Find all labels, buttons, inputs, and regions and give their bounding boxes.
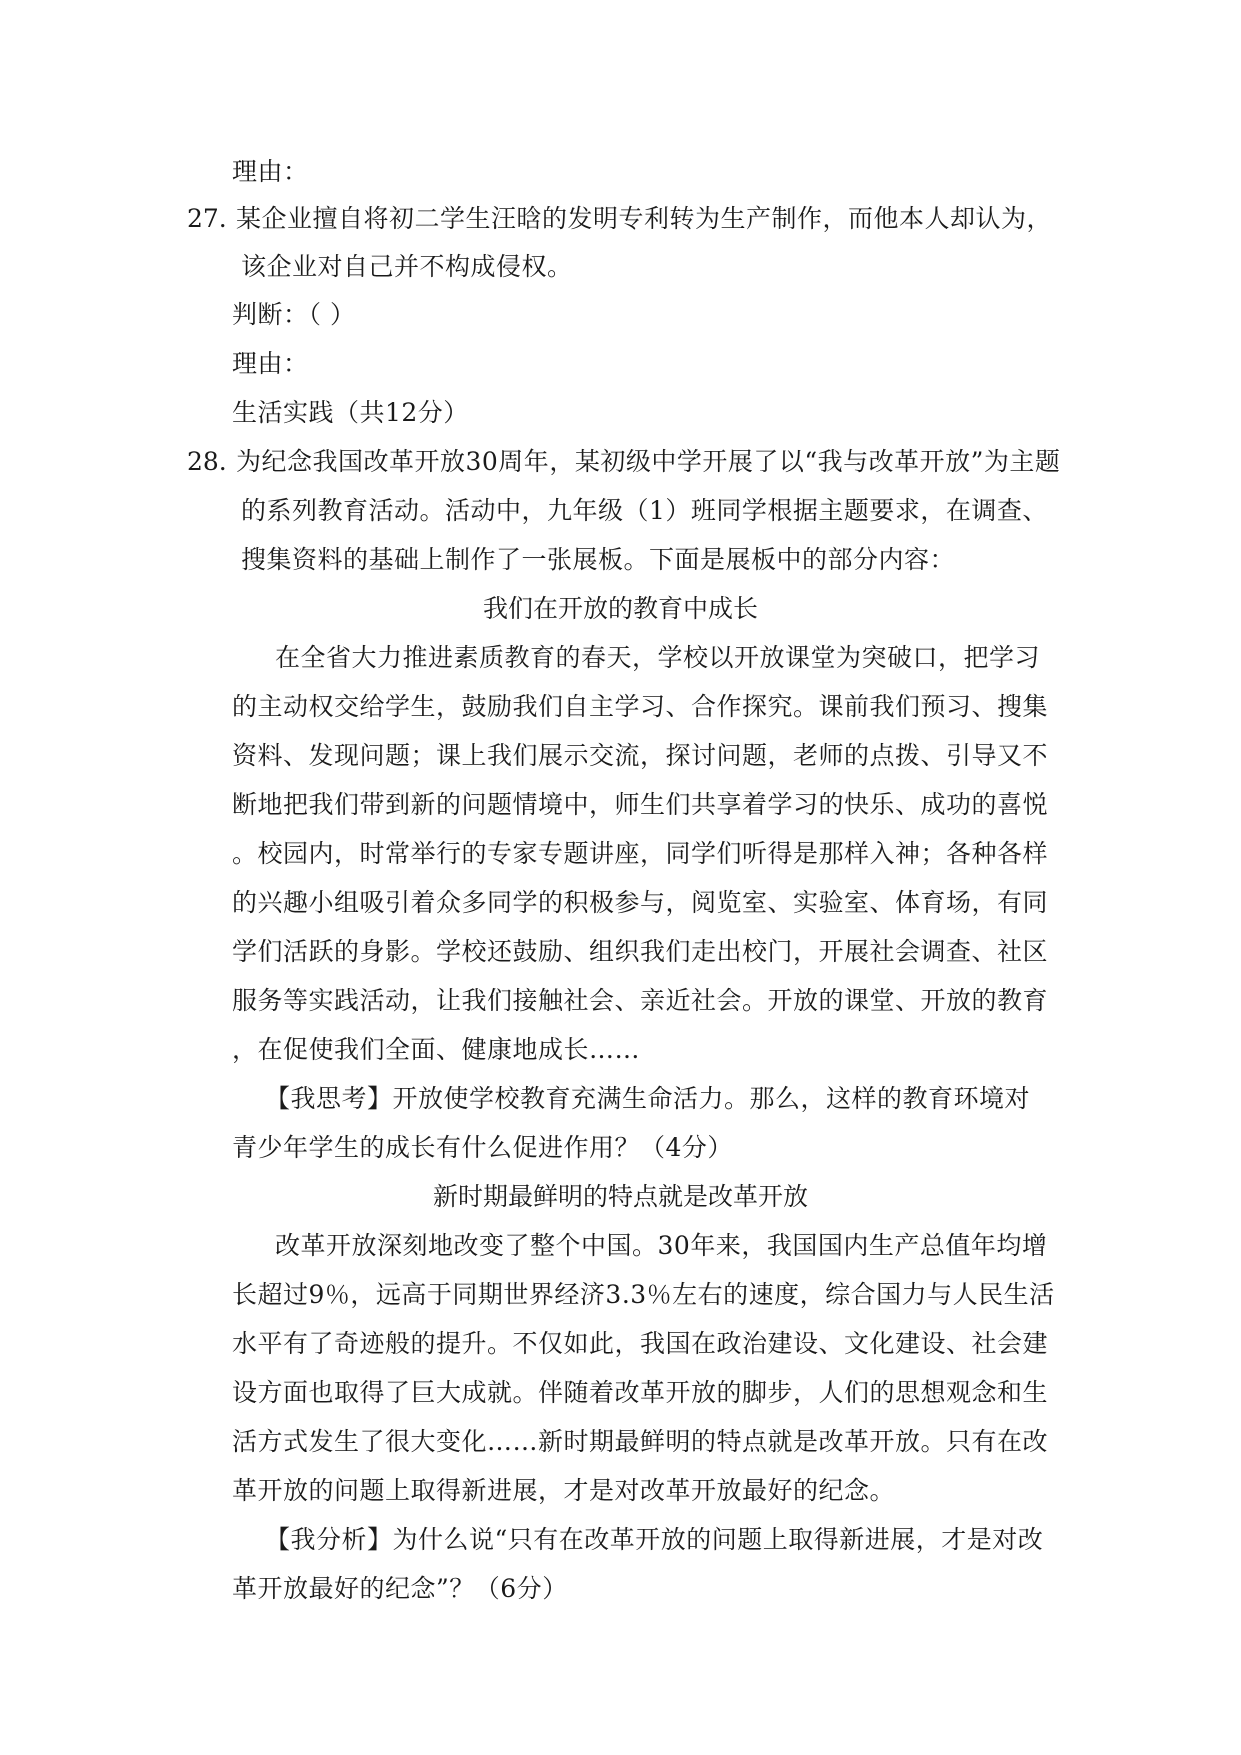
part1-line-4: 断地把我们带到新的问题情境中，师生们共享着学习的快乐、成功的喜悦 xyxy=(232,790,1049,819)
q28-intro-line-1: 为纪念我国改革开放30周年，某初级中学开展了以“我与改革开放”为主题 xyxy=(236,447,1061,476)
q28-intro-line-3: 搜集资料的基础上制作了一张展板。下面是展板中的部分内容： xyxy=(241,545,956,574)
q27-line-1: 某企业擅自将初二学生汪晗的发明专利转为生产制作，而他本人却认为， xyxy=(236,204,1053,233)
part1-line-8: 服务等实践活动，让我们接触社会、亲近社会。开放的课堂、开放的教育 xyxy=(232,986,1049,1015)
part1-title: 我们在开放的教育中成长 xyxy=(482,594,758,623)
part1-line-3: 资料、发现问题；课上我们展示交流，探讨问题，老师的点拨、引导又不 xyxy=(232,741,1049,770)
part1-question-line-2: 青少年学生的成长有什么促进作用？（4分） xyxy=(232,1133,733,1162)
part1-line-2: 的主动权交给学生，鼓励我们自主学习、合作探究。课前我们预习、搜集 xyxy=(232,692,1049,721)
q26-reason-label: 理由： xyxy=(232,157,309,186)
part2-title: 新时期最鲜明的特点就是改革开放 xyxy=(432,1182,808,1211)
part1-line-7: 学们活跃的身影。学校还鼓励、组织我们走出校门，开展社会调查、社区 xyxy=(232,937,1049,966)
q27-line-2: 该企业对自己并不构成侵权。 xyxy=(241,252,573,281)
part1-line-1: 在全省大力推进素质教育的春天，学校以开放课堂为突破口，把学习 xyxy=(275,643,1041,672)
q28-number: 28. xyxy=(187,447,227,476)
section-title: 生活实践（共12分） xyxy=(232,398,469,427)
part2-line-5: 活方式发生了很大变化……新时期最鲜明的特点就是改革开放。只有在改 xyxy=(232,1427,1049,1456)
part1-line-5: 。校园内，时常举行的专家专题讲座，同学们听得是那样入神；各种各样 xyxy=(232,839,1049,868)
part2-question-line-1: 【我分析】为什么说“只有在改革开放的问题上取得新进展，才是对改 xyxy=(265,1525,1044,1554)
part1-line-6: 的兴趣小组吸引着众多同学的积极参与，阅览室、实验室、体育场，有同 xyxy=(232,888,1049,917)
part2-question-line-2: 革开放最好的纪念”？（6分） xyxy=(232,1574,568,1603)
q27-judge-label: 判断：（ ） xyxy=(232,300,356,329)
part1-question-line-1: 【我思考】开放使学校教育充满生命活力。那么，这样的教育环境对 xyxy=(265,1084,1031,1113)
q27-number: 27. xyxy=(187,204,227,233)
part2-line-6: 革开放的问题上取得新进展，才是对改革开放最好的纪念。 xyxy=(232,1476,896,1505)
q27-reason-label: 理由： xyxy=(232,349,309,378)
part2-line-2: 长超过9％，远高于同期世界经济3.3％左右的速度，综合国力与人民生活 xyxy=(232,1280,1055,1309)
part1-line-9: ，在促使我们全面、健康地成长…… xyxy=(232,1035,641,1064)
part2-line-1: 改革开放深刻地改变了整个中国。30年来，我国国内生产总值年均增 xyxy=(275,1231,1048,1260)
q28-intro-line-2: 的系列教育活动。活动中，九年级（1）班同学根据主题要求，在调查、 xyxy=(241,496,1048,525)
part2-line-4: 设方面也取得了巨大成就。伴随着改革开放的脚步，人们的思想观念和生 xyxy=(232,1378,1049,1407)
part2-line-3: 水平有了奇迹般的提升。不仅如此，我国在政治建设、文化建设、社会建 xyxy=(232,1329,1049,1358)
